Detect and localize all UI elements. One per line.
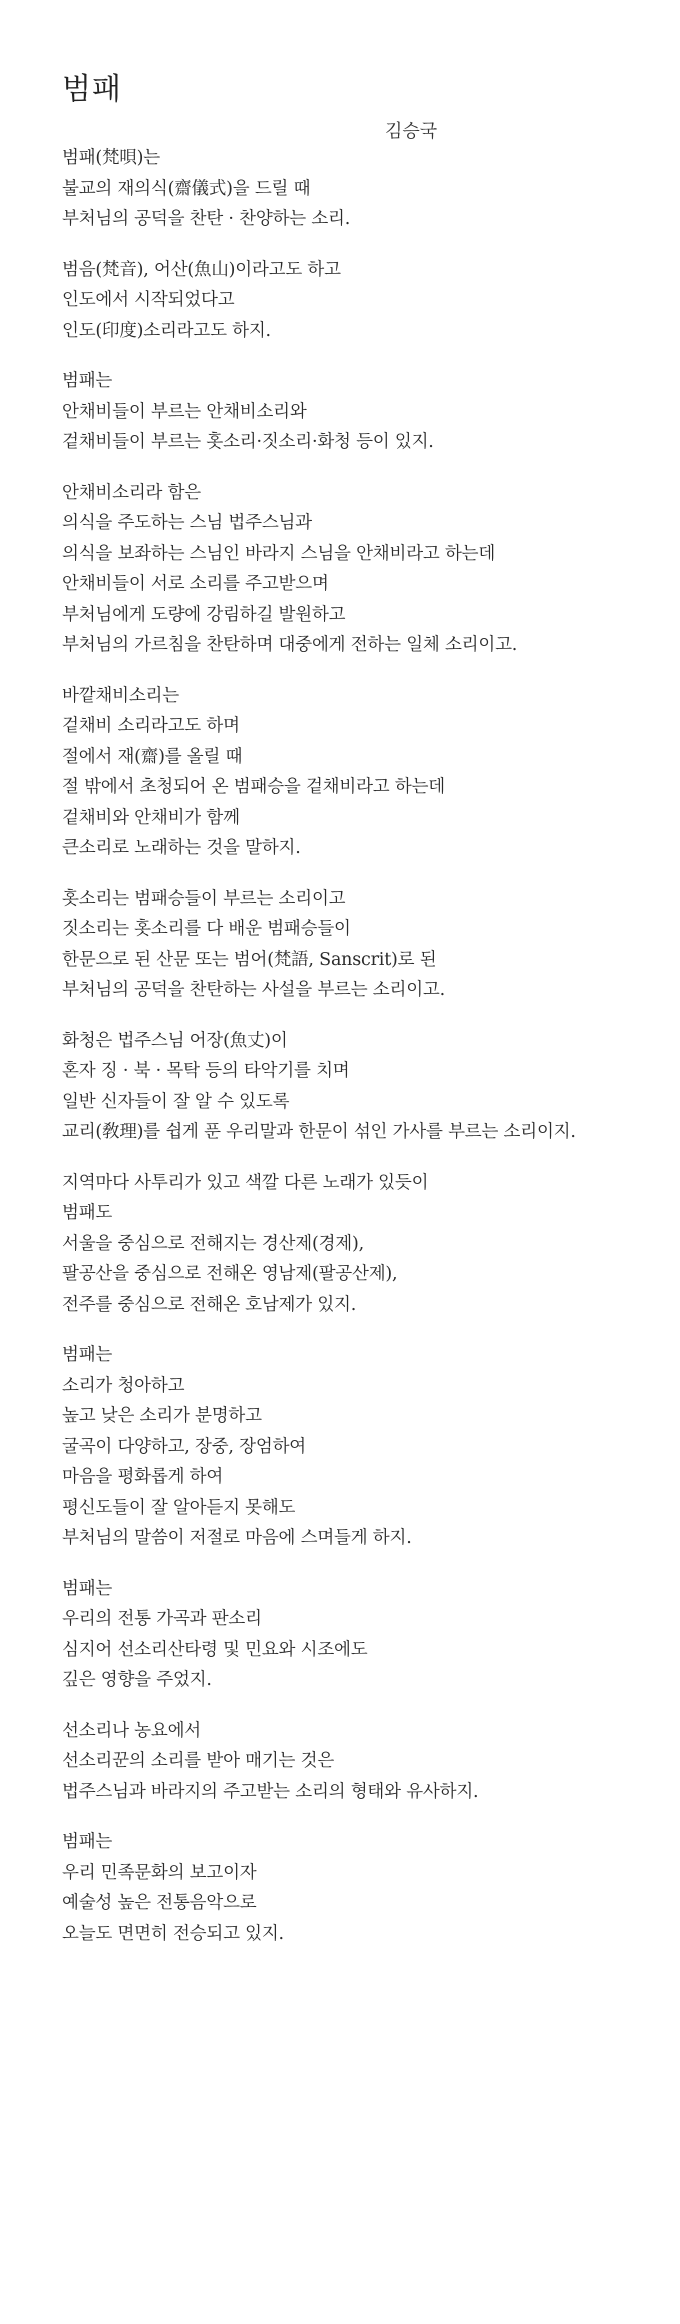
poem-line: 일반 신자들이 잘 알 수 있도록 [62, 1091, 290, 1112]
monk-figure [545, 2061, 670, 2300]
poem-line: 한문으로 된 산문 또는 범어(梵語, Sanscrit)로 된 [62, 949, 437, 970]
poem-line: 범패는 [62, 1345, 113, 1365]
stanza [62, 366, 662, 458]
poem-line: 범패는 [62, 1578, 113, 1599]
poem-line: 우리의 전통 가곡과 판소리 [62, 1609, 262, 1629]
poem-line: 심지어 선소리산타령 및 민요와 시조에도 [62, 1639, 368, 1660]
poem-line: 큰소리로 노래하는 것을 말하지. [62, 838, 301, 858]
poem-line: 높고 낮은 소리가 분명하고 [62, 1406, 262, 1426]
poem-line: 선소리나 농요에서 [62, 1720, 202, 1741]
poem-line: 혼자 징 · 북 · 목탁 등의 타악기를 치며 [62, 1061, 350, 1081]
poem-title: 범패 [62, 72, 122, 108]
poem-line: 예술성 높은 전통음악으로 [62, 1893, 257, 1913]
poem-line: 평신도들이 잘 알아듣지 못해도 [62, 1497, 296, 1518]
stanza [62, 1340, 662, 1554]
stanza [62, 1574, 662, 1696]
poem-line: 오늘도 면면히 전승되고 있지. [62, 1923, 284, 1944]
stanza [62, 1716, 662, 1808]
poem-line: 부처님의 가르침을 찬탄하며 대중에게 전하는 일체 소리이고. [62, 635, 518, 655]
poem-line: 바깥채비소리는 [62, 685, 179, 706]
poem-line: 범패도 [62, 1203, 113, 1223]
stanza [62, 1168, 662, 1321]
monk-figure [145, 2079, 248, 2300]
monk-figure [440, 2079, 544, 2300]
poem-line: 절 밖에서 초청되어 온 범패승을 겉채비라고 하는데 [62, 777, 445, 797]
poem-line: 지역마다 사투리가 있고 색깔 다른 노래가 있듯이 [62, 1172, 429, 1193]
poem-line: 겉채비 소리라고도 하며 [62, 716, 240, 736]
poem-line: 화청은 법주스님 어장(魚丈)이 [62, 1030, 288, 1051]
stanza [62, 1026, 662, 1148]
poem-line: 범패는 [62, 371, 113, 391]
poem-line: 절에서 재(齋)를 올릴 때 [62, 746, 243, 767]
poem-line: 짓소리는 홋소리를 다 배운 범패승들이 [62, 919, 351, 939]
poem-line: 우리 민족문화의 보고이자 [62, 1862, 257, 1883]
poem-line: 부처님의 공덕을 찬탄하는 사설을 부르는 소리이고. [62, 980, 445, 1000]
poem-line: 안채비들이 부르는 안채비소리와 [62, 401, 307, 422]
poem-line: 부처님에게 도량에 강림하길 발원하고 [62, 604, 346, 625]
monk-figure [335, 2066, 446, 2300]
poem-line: 겉채비와 안채비가 함께 [62, 807, 240, 828]
poem-line: 굴곡이 다양하고, 장중, 장엄하여 [62, 1436, 306, 1457]
poem-line: 홋소리는 범패승들이 부르는 소리이고 [62, 888, 346, 909]
stanza [62, 1827, 662, 1949]
poem-line: 의식을 주도하는 스님 법주스님과 [62, 513, 312, 533]
poem-line: 겉채비들이 부르는 홋소리·짓소리·화청 등이 있지. [62, 432, 434, 452]
poem-line: 안채비소리라 함은 [62, 482, 202, 503]
poem-line: 선소리꾼의 소리를 받아 매기는 것은 [62, 1751, 335, 1771]
poem-line: 깊은 영향을 주었지. [62, 1670, 212, 1690]
poem-line: 교리(敎理)를 쉽게 푼 우리말과 한문이 섞인 가사를 부르는 소리이지. [62, 1122, 576, 1142]
poem-body [62, 143, 662, 1969]
stanza [62, 681, 662, 864]
poem-line: 법주스님과 바라지의 주고받는 소리의 형태와 유사하지. [62, 1781, 479, 1802]
poem-line: 부처님의 공덕을 찬탄 · 찬양하는 소리. [62, 209, 351, 229]
stanza [62, 884, 662, 1006]
author-name: 김승국 [385, 121, 438, 142]
stanza [62, 143, 662, 235]
poem-line: 소리가 청아하고 [62, 1375, 185, 1396]
poem-line: 범패는 [62, 1832, 113, 1852]
stanza [62, 255, 662, 347]
poem-line: 안채비들이 서로 소리를 주고받으며 [62, 574, 329, 594]
poem-line: 부처님의 말씀이 저절로 마음에 스며들게 하지. [62, 1528, 412, 1548]
poem-line: 마음을 평화롭게 하여 [62, 1467, 224, 1487]
stanza [62, 478, 662, 661]
poem-line: 범패(梵唄)는 [62, 148, 160, 168]
monk-figure [30, 2066, 138, 2300]
poem-line: 범음(梵音), 어산(魚山)이라고도 하고 [62, 259, 341, 280]
monk-figure [250, 2075, 356, 2300]
artist-seal [630, 2275, 644, 2291]
poem-line: 팔공산을 중심으로 전해온 영남제(팔공산제), [62, 1264, 398, 1284]
poem-line: 인도(印度)소리라고도 하지. [62, 320, 271, 341]
poem-line: 전주를 중심으로 전해온 호남제가 있지. [62, 1294, 357, 1315]
poem-line: 의식을 보좌하는 스님인 바라지 스님을 안채비라고 하는데 [62, 543, 496, 564]
poem-line: 불교의 재의식(齋儀式)을 드릴 때 [62, 178, 311, 199]
poem-line: 서울을 중심으로 전해지는 경산제(경제), [62, 1233, 364, 1254]
poem-line: 인도에서 시작되었다고 [62, 290, 235, 310]
